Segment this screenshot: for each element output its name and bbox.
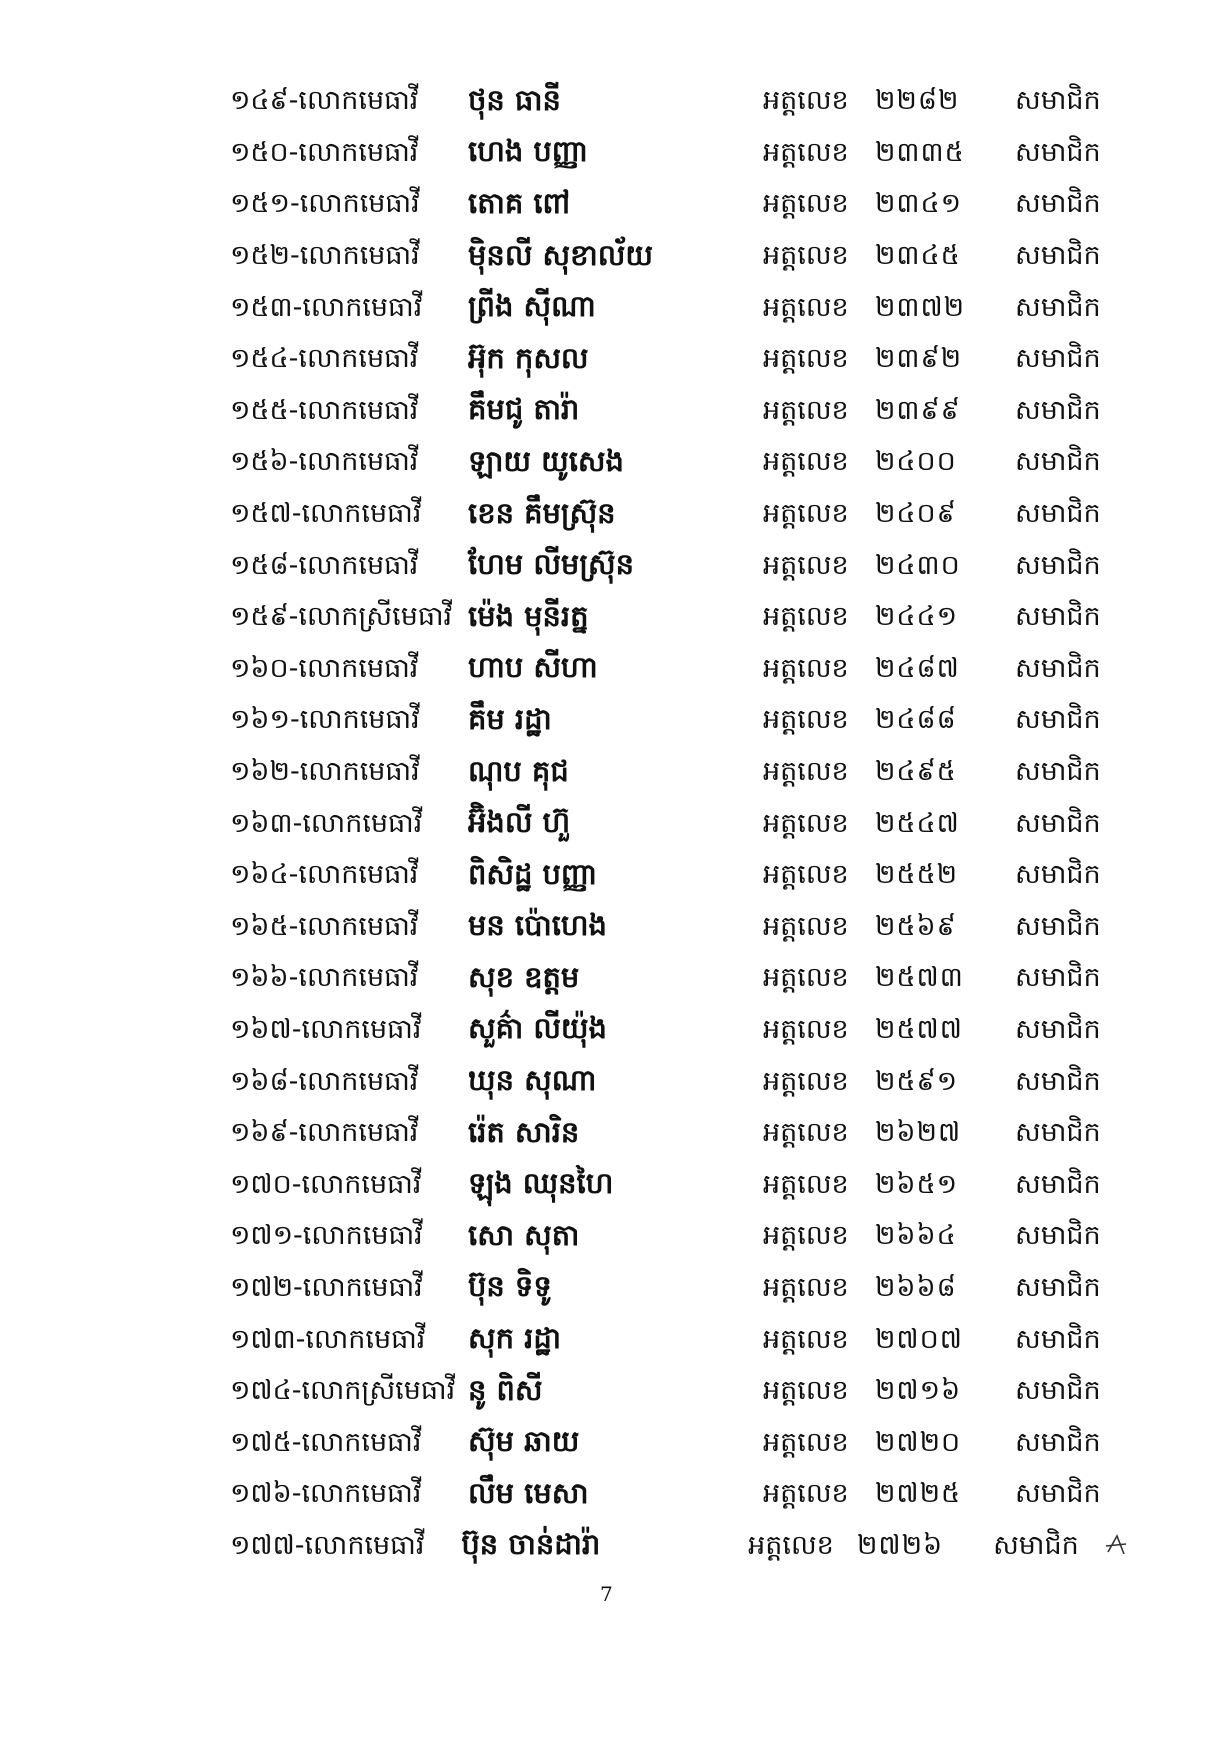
member-role: សមាជិក <box>1015 1117 1101 1149</box>
id-number: ២៦៦៨ <box>875 1271 957 1303</box>
member-index: ១៧៥-លោកមេធាវី <box>230 1426 422 1458</box>
list-item <box>230 1368 1130 1420</box>
member-name: ម៉ិនលី សុខាល័យ <box>468 237 653 272</box>
list-item <box>230 1007 1130 1059</box>
id-number: ២២៨២ <box>875 85 960 117</box>
member-name: ថុន ធានី <box>468 82 561 117</box>
member-name: ណុប គុជ <box>468 753 569 788</box>
id-number: ២៤៣០ <box>875 549 961 581</box>
list-item <box>230 181 1130 233</box>
list-item <box>230 78 1130 130</box>
member-role: សមាជិក <box>1015 1478 1101 1510</box>
member-index: ១៦១-លោកមេធាវី <box>230 704 420 736</box>
id-number: ២៥៤៧ <box>875 807 960 839</box>
member-role: សមាជិក <box>1015 291 1101 323</box>
id-label: អត្តលេខ <box>763 343 849 375</box>
id-number: ២៦៦៤ <box>875 1220 957 1252</box>
member-name: គឹមជូ តារ៉ា <box>468 392 580 427</box>
member-name: ហេង បញ្ញា <box>468 134 588 169</box>
id-number: ២៣៤៥ <box>875 240 961 272</box>
id-number: ២៤៨៨ <box>875 704 957 736</box>
id-number: ២៤០០ <box>875 446 957 478</box>
id-number: ២៦៥១ <box>875 1168 959 1200</box>
list-item <box>230 1213 1130 1265</box>
id-label: អត្តលេខ <box>763 1426 849 1458</box>
member-role: សមាជិក <box>1015 1220 1101 1252</box>
member-name: ស៊ុម ឆាយ <box>468 1424 580 1459</box>
list-item <box>230 1523 1130 1575</box>
member-name: ប៊ុន ទិទូ <box>468 1269 552 1304</box>
member-name: រ៉េត សារិន <box>468 1114 580 1149</box>
member-role: សមាជិក <box>1015 1065 1101 1097</box>
list-item <box>230 955 1130 1007</box>
member-index: ១៧៧-លោកមេធាវី <box>230 1529 425 1561</box>
initial-mark-icon <box>1104 1532 1130 1564</box>
id-label: អត្តលេខ <box>763 859 849 891</box>
id-number: ២៥៦៩ <box>875 910 957 942</box>
member-role: សមាជិក <box>1015 343 1101 375</box>
id-number: ២៤៩៥ <box>875 756 957 788</box>
member-name: ព្រីង ស៊ីណា <box>468 289 596 324</box>
list-item <box>230 697 1130 749</box>
member-index: ១៦៧-លោកមេធាវី <box>230 1013 422 1045</box>
list-item <box>230 1058 1130 1110</box>
id-number: ២៦២៧ <box>875 1117 962 1149</box>
member-role: សមាជិក <box>1015 807 1101 839</box>
member-role: សមាជិក <box>1015 704 1101 736</box>
member-role: សមាជិក <box>1015 601 1101 633</box>
id-label: អត្តលេខ <box>763 910 849 942</box>
list-item <box>230 233 1130 285</box>
list-item <box>230 439 1130 491</box>
member-name: ខេន គឹមស្រ៊ុន <box>468 495 616 530</box>
member-index: ១៦៣-លោកមេធាវី <box>230 807 423 839</box>
id-number: ២៧០៧ <box>875 1323 963 1355</box>
member-role: សមាជិក <box>1015 85 1101 117</box>
member-index: ១៥៤-លោកមេធាវី <box>230 343 419 375</box>
id-number: ២៥៧៧ <box>875 1013 963 1045</box>
id-label: អត្តលេខ <box>763 1271 849 1303</box>
member-name: សុខ ឧត្តម <box>468 959 580 994</box>
member-index: ១៥៩-លោកស្រីមេធាវី <box>230 601 453 633</box>
id-label: អត្តលេខ <box>763 549 849 581</box>
page-number: 7 <box>600 1582 613 1606</box>
member-index: ១៧៣-លោកមេធាវី <box>230 1323 426 1355</box>
list-item <box>230 130 1130 182</box>
list-item <box>230 646 1130 698</box>
list-item <box>230 800 1130 852</box>
list-item <box>230 1471 1130 1523</box>
id-label: អត្តលេខ <box>763 1168 849 1200</box>
member-name: អ៊ុក កុសល <box>468 340 589 375</box>
member-role: សមាជិក <box>1015 549 1101 581</box>
member-role: សមាជិក <box>1015 498 1101 530</box>
member-index: ១៦៩-លោកមេធាវី <box>230 1117 419 1149</box>
id-label: អត្តលេខ <box>763 446 849 478</box>
id-number: ២៣៧២ <box>875 291 966 323</box>
member-name: ហែម លីមស្រ៊ុន <box>468 547 634 582</box>
member-index: ១៥៣-លោកមេធាវី <box>230 291 423 323</box>
id-number: ២៥៥២ <box>875 859 959 891</box>
list-item <box>230 1419 1130 1471</box>
id-label: អត្តលេខ <box>763 704 849 736</box>
id-label: អត្តលេខ <box>763 1220 849 1252</box>
member-name: លឹម មេសា <box>468 1475 589 1510</box>
id-number: ២៣៤១ <box>875 188 963 220</box>
id-number: ២៧២៦ <box>857 1529 944 1561</box>
member-name: សោ សុតា <box>468 1217 580 1252</box>
member-role: សមាជិក <box>1015 756 1101 788</box>
list-item <box>230 1161 1130 1213</box>
id-number: ២៧១៦ <box>875 1375 962 1407</box>
id-number: ២៣៣៥ <box>875 136 965 168</box>
list-item <box>230 284 1130 336</box>
id-number: ២៧២០ <box>875 1426 962 1458</box>
list-item <box>230 1265 1130 1317</box>
member-index: ១៦២-លោកមេធាវី <box>230 756 420 788</box>
member-name: ពិសិដ្ឋ បញ្ញា <box>468 856 598 891</box>
id-label: អត្តលេខ <box>763 1323 849 1355</box>
member-index: ១៥៧-លោកមេធាវី <box>230 498 422 530</box>
member-name: តោគ ពៅ <box>468 185 571 220</box>
member-name: ហាប សីហា <box>468 650 598 685</box>
member-role: សមាជិក <box>1015 859 1101 891</box>
list-item <box>230 542 1130 594</box>
member-index: ១៥៦-លោកមេធាវី <box>230 446 419 478</box>
id-label: អត្តលេខ <box>763 962 849 994</box>
member-name: គឹម រដ្ឋា <box>468 701 552 736</box>
member-index: ១៧៤-លោកស្រីមេធាវី <box>230 1375 456 1407</box>
list-item <box>230 1316 1130 1368</box>
member-list <box>230 78 1130 1574</box>
member-role: សមាជិក <box>1015 1323 1101 1355</box>
list-item <box>230 491 1130 543</box>
id-label: អត្តលេខ <box>763 756 849 788</box>
id-label: អត្តលេខ <box>763 1013 849 1045</box>
id-number: ២៧២៥ <box>875 1478 962 1510</box>
id-label: អត្តលេខ <box>763 807 849 839</box>
member-index: ១៥៨-លោកមេធាវី <box>230 549 419 581</box>
member-index: ១៦៦-លោកមេធាវី <box>230 962 419 994</box>
id-label: អត្តលេខ <box>763 498 849 530</box>
member-role: សមាជិក <box>1015 1426 1101 1458</box>
member-index: ១៤៩-លោកមេធាវី <box>230 85 419 117</box>
member-role: សមាជិក <box>1015 1375 1101 1407</box>
list-item <box>230 1110 1130 1162</box>
member-name: ប៊ុន ចាន់ដារ៉ា <box>461 1527 601 1562</box>
member-name: ឃុន សុណា <box>468 1063 597 1098</box>
member-index: ១៥៥-លោកមេធាវី <box>230 394 419 426</box>
member-name: មន ប៉ោហេង <box>468 908 607 943</box>
id-label: អត្តលេខ <box>763 1065 849 1097</box>
id-number: ២៤៨៧ <box>875 652 960 684</box>
id-number: ២៥៧៣ <box>875 962 964 994</box>
member-index: ១៧២-លោកមេធាវី <box>230 1271 423 1303</box>
member-role: សមាជិក <box>1015 1013 1101 1045</box>
member-name: សុក រដ្ឋា <box>468 1321 561 1356</box>
member-role: សមាជិក <box>1015 240 1101 272</box>
list-item <box>230 852 1130 904</box>
member-index: ១៥២-លោកមេធាវី <box>230 240 420 272</box>
id-label: អត្តលេខ <box>763 1117 849 1149</box>
member-index: ១៦០-លោកមេធាវី <box>230 652 419 684</box>
id-number: ២៤០៩ <box>875 498 957 530</box>
id-label: អត្តលេខ <box>763 85 849 117</box>
id-label: អត្តលេខ <box>763 188 849 220</box>
member-role: សមាជិក <box>1015 1168 1101 1200</box>
id-number: ២៥៩១ <box>875 1065 959 1097</box>
member-name: សួគ៌ា លីយ៉ុង <box>468 1011 607 1046</box>
list-item <box>230 904 1130 956</box>
id-label: អត្តលេខ <box>763 394 849 426</box>
id-number: ២៤៤១ <box>875 601 959 633</box>
member-index: ១៦៤-លោកមេធាវី <box>230 859 419 891</box>
member-name: ឡាយ យូសេង <box>468 443 624 478</box>
list-item <box>230 336 1130 388</box>
id-label: អត្តលេខ <box>763 601 849 633</box>
list-item <box>230 749 1130 801</box>
member-index: ១៥០-លោកមេធាវី <box>230 136 419 168</box>
member-name: ម៉េង មុនីរត្ន <box>468 598 589 633</box>
member-name: នូ ពិសី <box>468 1372 543 1407</box>
member-index: ១៦៥-លោកមេធាវី <box>230 910 419 942</box>
member-role: សមាជិក <box>1015 910 1101 942</box>
member-index: ១៧០-លោកមេធាវី <box>230 1168 422 1200</box>
id-label: អត្តលេខ <box>748 1529 834 1561</box>
member-role: សមាជិក <box>1015 1271 1101 1303</box>
member-name: ឡុង ឈុនហៃ <box>468 1166 614 1201</box>
member-role: សមាជិក <box>1015 136 1101 168</box>
member-index: ១៧៦-លោកមេធាវី <box>230 1478 422 1510</box>
id-label: អត្តលេខ <box>763 652 849 684</box>
id-label: អត្តលេខ <box>763 1375 849 1407</box>
member-role: សមាជិក <box>993 1529 1079 1561</box>
list-item <box>230 388 1130 440</box>
id-number: ២៣៩២ <box>875 343 963 375</box>
id-label: អត្តលេខ <box>763 136 849 168</box>
id-label: អត្តលេខ <box>763 291 849 323</box>
member-role: សមាជិក <box>1015 394 1101 426</box>
member-role: សមាជិក <box>1015 188 1101 220</box>
id-number: ២៣៩៩ <box>875 394 961 426</box>
list-item <box>230 594 1130 646</box>
id-label: អត្តលេខ <box>763 1478 849 1510</box>
member-index: ១៥១-លោកមេធាវី <box>230 188 420 220</box>
member-role: សមាជិក <box>1015 652 1101 684</box>
member-role: សមាជិក <box>1015 446 1101 478</box>
id-label: អត្តលេខ <box>763 240 849 272</box>
member-role: សមាជិក <box>1015 962 1101 994</box>
member-index: ១៧១-លោកមេធាវី <box>230 1220 423 1252</box>
member-name: អ៊ិងលី ហ៊ួ <box>468 805 571 840</box>
member-index: ១៦៨-លោកមេធាវី <box>230 1065 419 1097</box>
